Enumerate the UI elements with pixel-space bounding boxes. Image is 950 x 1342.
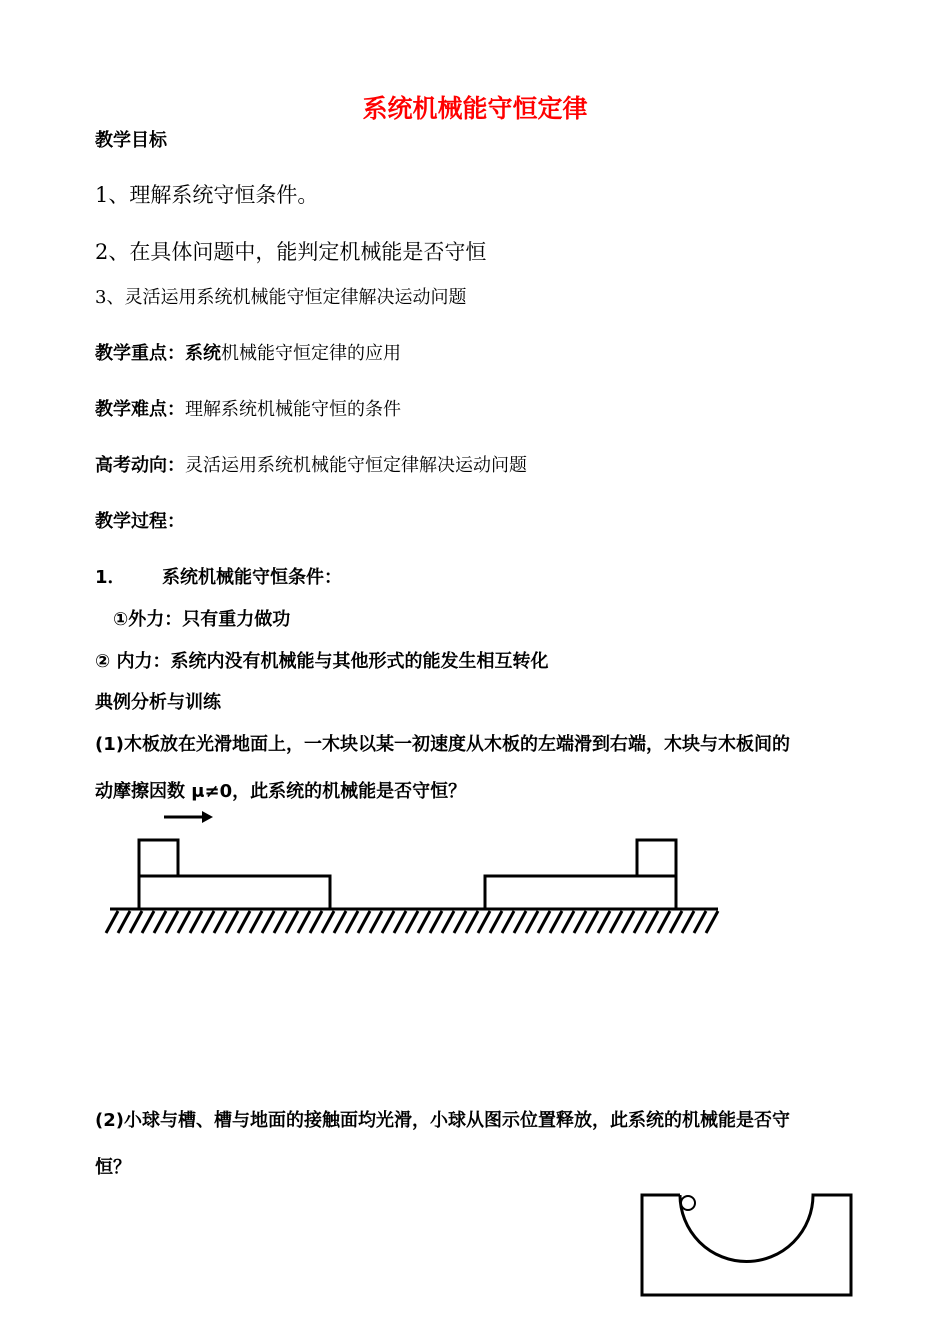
- key-point-text: 机械能守恒定律的应用: [221, 343, 401, 364]
- problem1-line2: 动摩擦因数 μ≠0，此系统的机械能是否守恒？: [95, 781, 467, 802]
- hatch-mark: [646, 911, 658, 933]
- hatch-mark: [538, 911, 550, 933]
- hatch-mark: [454, 911, 466, 933]
- hatch-mark: [118, 911, 130, 933]
- hatch-mark: [442, 911, 454, 933]
- hatch-mark: [130, 911, 142, 933]
- hatch-mark: [466, 911, 478, 933]
- hatch-mark: [214, 911, 226, 933]
- hatch-mark: [346, 911, 358, 933]
- condition-item: ② 内力：系统内没有机械能与其他形式的能发生相互转化: [95, 651, 549, 672]
- board-right: [485, 876, 676, 909]
- hatch-mark: [622, 911, 634, 933]
- ground-hatching: [106, 911, 718, 933]
- hatch-mark: [418, 911, 430, 933]
- goals-heading: 教学目标: [95, 130, 167, 151]
- hatch-mark: [670, 911, 682, 933]
- hatch-mark: [370, 911, 382, 933]
- hatch-mark: [706, 911, 718, 933]
- exam-trend-label: 高考动向：: [95, 455, 185, 476]
- difficulty-text: 理解系统机械能守恒的条件: [185, 399, 401, 420]
- problem2-line1: (2)小球与槽、槽与地面的接触面均光滑，小球从图示位置释放，此系统的机械能是否守: [95, 1110, 790, 1131]
- hatch-mark: [526, 911, 538, 933]
- section1-heading: 系统机械能守恒条件：: [162, 567, 342, 588]
- block-left: [139, 840, 178, 876]
- block-right: [637, 840, 676, 876]
- hatch-mark: [250, 911, 262, 933]
- hatch-mark: [610, 911, 622, 933]
- hatch-mark: [154, 911, 166, 933]
- hatch-mark: [142, 911, 154, 933]
- key-point-label: 教学重点：: [95, 343, 185, 364]
- hatch-mark: [190, 911, 202, 933]
- hatch-mark: [574, 911, 586, 933]
- section1-number: 1．: [95, 567, 126, 588]
- hatch-mark: [430, 911, 442, 933]
- hatch-mark: [514, 911, 526, 933]
- hatch-mark: [490, 911, 502, 933]
- condition-item: ①外力：只有重力做功: [113, 609, 291, 630]
- trough: [642, 1195, 851, 1295]
- goal-item: 3、灵活运用系统机械能守恒定律解决运动问题: [95, 287, 467, 308]
- hatch-mark: [682, 911, 694, 933]
- examples-heading: 典例分析与训练: [95, 692, 221, 713]
- page-title: 系统机械能守恒定律: [362, 94, 588, 123]
- hatch-mark: [658, 911, 670, 933]
- problem1-line1: (1)木板放在光滑地面上，一木块以某一初速度从木板的左端滑到右端，木块与木板间的: [95, 734, 790, 755]
- hatch-mark: [286, 911, 298, 933]
- hatch-mark: [166, 911, 178, 933]
- hatch-mark: [634, 911, 646, 933]
- hatch-mark: [310, 911, 322, 933]
- velocity-arrow: [164, 811, 213, 823]
- process-heading: 教学过程：: [95, 511, 185, 532]
- ball: [681, 1196, 695, 1210]
- trough-ball-diagram: [642, 1195, 851, 1295]
- hatch-mark: [274, 911, 286, 933]
- hatch-mark: [358, 911, 370, 933]
- hatch-mark: [478, 911, 490, 933]
- difficulty-label: 教学难点：: [95, 399, 185, 420]
- hatch-mark: [226, 911, 238, 933]
- hatch-mark: [394, 911, 406, 933]
- hatch-mark: [106, 911, 118, 933]
- hatch-mark: [298, 911, 310, 933]
- problem2-line2: 恒？: [95, 1157, 131, 1178]
- board-left: [139, 876, 330, 909]
- exam-trend-text: 灵活运用系统机械能守恒定律解决运动问题: [185, 455, 527, 476]
- hatch-mark: [238, 911, 250, 933]
- key-point-label-tail: 系统: [185, 343, 221, 364]
- hatch-mark: [202, 911, 214, 933]
- hatch-mark: [406, 911, 418, 933]
- hatch-mark: [502, 911, 514, 933]
- hatch-mark: [586, 911, 598, 933]
- hatch-mark: [382, 911, 394, 933]
- hatch-mark: [334, 911, 346, 933]
- hatch-mark: [178, 911, 190, 933]
- hatch-mark: [562, 911, 574, 933]
- hatch-mark: [322, 911, 334, 933]
- goal-item: 2、在具体问题中，能判定机械能是否守恒: [95, 240, 487, 264]
- hatch-mark: [262, 911, 274, 933]
- hatch-mark: [550, 911, 562, 933]
- hatch-mark: [598, 911, 610, 933]
- hatch-mark: [694, 911, 706, 933]
- board-block-diagram: [106, 811, 718, 933]
- goal-item: 1、理解系统守恒条件。: [95, 183, 319, 207]
